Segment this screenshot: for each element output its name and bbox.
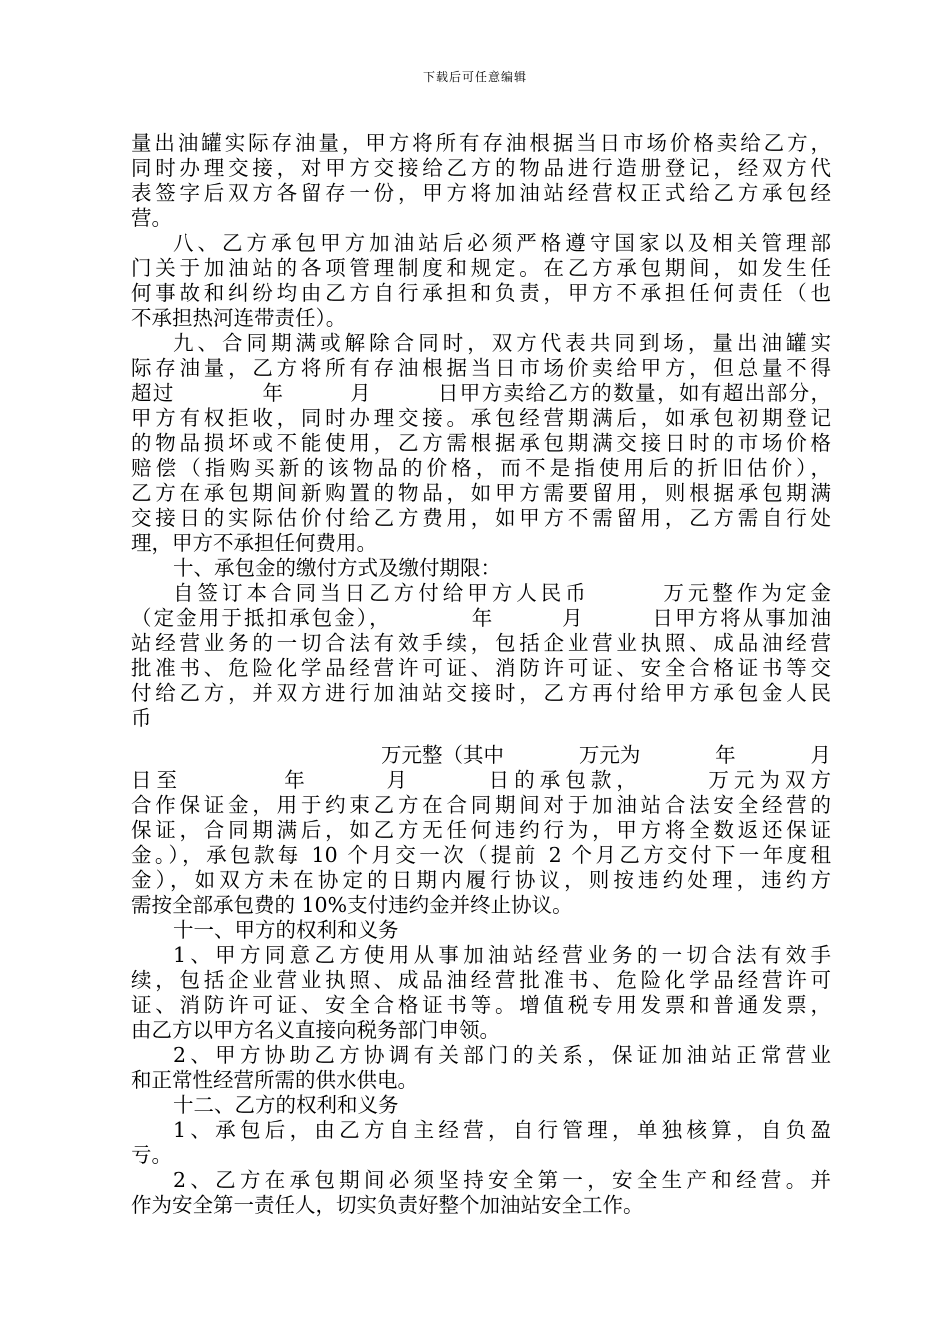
text-line: 和正常性经营所需的供水供电。 <box>131 1068 418 1092</box>
text-line: 合作保证金，用于约束乙方在合同期间对于加油站合法安全经营的 <box>131 793 831 817</box>
text-line: 乙方在承包期间新购置的物品，如甲方需要留用，则根据承包期满 <box>131 481 831 505</box>
text-line: 保证，合同期满后，如乙方无任何违约行为，甲方将全数返还保证 <box>131 818 831 842</box>
text-line: 十二、乙方的权利和义务 <box>173 1093 399 1117</box>
text-line: 站经营业务的一切合法有效手续，包括企业营业执照、成品油经营 <box>131 631 831 655</box>
text-line: 自签订本合同当日乙方付给甲方人民币 万元整作为定金 <box>173 581 831 605</box>
text-line: 十一、甲方的权利和义务 <box>173 918 399 942</box>
text-line: 金。），承包款每 10 个月交一次（提前 2 个月乙方交付下一年度租 <box>131 843 831 867</box>
text-line: 八、乙方承包甲方加油站后必须严格遵守国家以及相关管理部 <box>173 231 831 255</box>
text-line: 同时办理交接，对甲方交接给乙方的物品进行造册登记，经双方代 <box>131 156 831 180</box>
split-segment: 万元整（其中 <box>381 743 504 767</box>
text-line: 证、消防许可证、安全合格证书等。增值税专用发票和普通发票， <box>131 993 831 1017</box>
text-line: 2、甲方协助乙方协调有关部门的关系，保证加油站正常营业 <box>173 1043 831 1067</box>
text-line: 交接日的实际估价付给乙方费用，如甲方不需留用，乙方需自行处 <box>131 506 831 530</box>
text-line: （定金用于抵扣承包金）， 年 月 日甲方将从事加油 <box>131 606 831 630</box>
text-line: 超过 年 月 日甲方卖给乙方的数量，如有超出部分， <box>131 381 831 405</box>
text-line: 金），如双方未在协定的日期内履行协议，则按违约处理，违约方 <box>131 868 831 892</box>
text-line: 续，包括企业营业执照、成品油经营批准书、危险化学品经营许可 <box>131 968 831 992</box>
text-line: 1、甲方同意乙方使用从事加油站经营业务的一切合法有效手 <box>173 943 831 967</box>
text-line: 币 <box>131 706 152 730</box>
text-line: 亏。 <box>131 1143 172 1167</box>
text-line: 甲方有权拒收，同时办理交接。承包经营期满后，如承包初期登记 <box>131 406 831 430</box>
text-line: 赔偿（指购买新的该物品的价格，而不是指使用后的折旧估价）， <box>131 456 831 480</box>
blank-line <box>131 731 831 743</box>
document-body <box>131 131 831 1218</box>
split-segment: 万元为 <box>578 743 641 767</box>
text-line: 由乙方以甲方名义直接向税务部门申领。 <box>131 1018 500 1042</box>
split-segment: 年 <box>715 743 736 767</box>
text-line: 2、乙方在承包期间必须坚持安全第一，安全生产和经营。并 <box>173 1168 831 1192</box>
text-line: 十、承包金的缴付方式及缴付期限： <box>173 556 501 580</box>
text-line: 1、承包后，由乙方自主经营，自行管理，单独核算，自负盈 <box>173 1118 831 1142</box>
text-line: 门关于加油站的各项管理制度和规定。在乙方承包期间，如发生任 <box>131 256 831 280</box>
text-line: 营。 <box>131 206 172 230</box>
split-segment: 月 <box>810 743 831 767</box>
text-line: 不承担热河连带责任）。 <box>131 306 347 330</box>
text-line: 付给乙方，并双方进行加油站交接时，乙方再付给甲方承包金人民 <box>131 681 831 705</box>
text-line: 何事故和纠纷均由乙方自行承担和负责，甲方不承担任何责任（也 <box>131 281 831 305</box>
text-line: 批准书、危险化学品经营许可证、消防许可证、安全合格证书等交 <box>131 656 831 680</box>
text-line: 日至 年 月 日的承包款， 万元为双方 <box>131 768 831 792</box>
text-line: 量出油罐实际存油量，甲方将所有存油根据当日市场价格卖给乙方， <box>131 131 831 155</box>
text-line: 际存油量，乙方将所有存油根据当日市场价卖给甲方，但总量不得 <box>131 356 831 380</box>
text-line: 作为安全第一责任人，切实负责好整个加油站安全工作。 <box>131 1193 644 1217</box>
text-line: 的物品损坏或不能使用，乙方需根据承包期满交接日时的市场价格 <box>131 431 831 455</box>
page-header: 下载后可任意编辑 <box>422 70 527 84</box>
text-line: 九、合同期满或解除合同时，双方代表共同到场，量出油罐实 <box>173 331 831 355</box>
text-line: 理，甲方不承担任何费用。 <box>131 531 377 555</box>
text-line-amount-split <box>131 743 831 768</box>
text-line: 需按全部承包费的 10%支付违约金并终止协议。 <box>131 893 573 917</box>
text-line: 表签字后双方各留存一份，甲方将加油站经营权正式给乙方承包经 <box>131 181 831 205</box>
